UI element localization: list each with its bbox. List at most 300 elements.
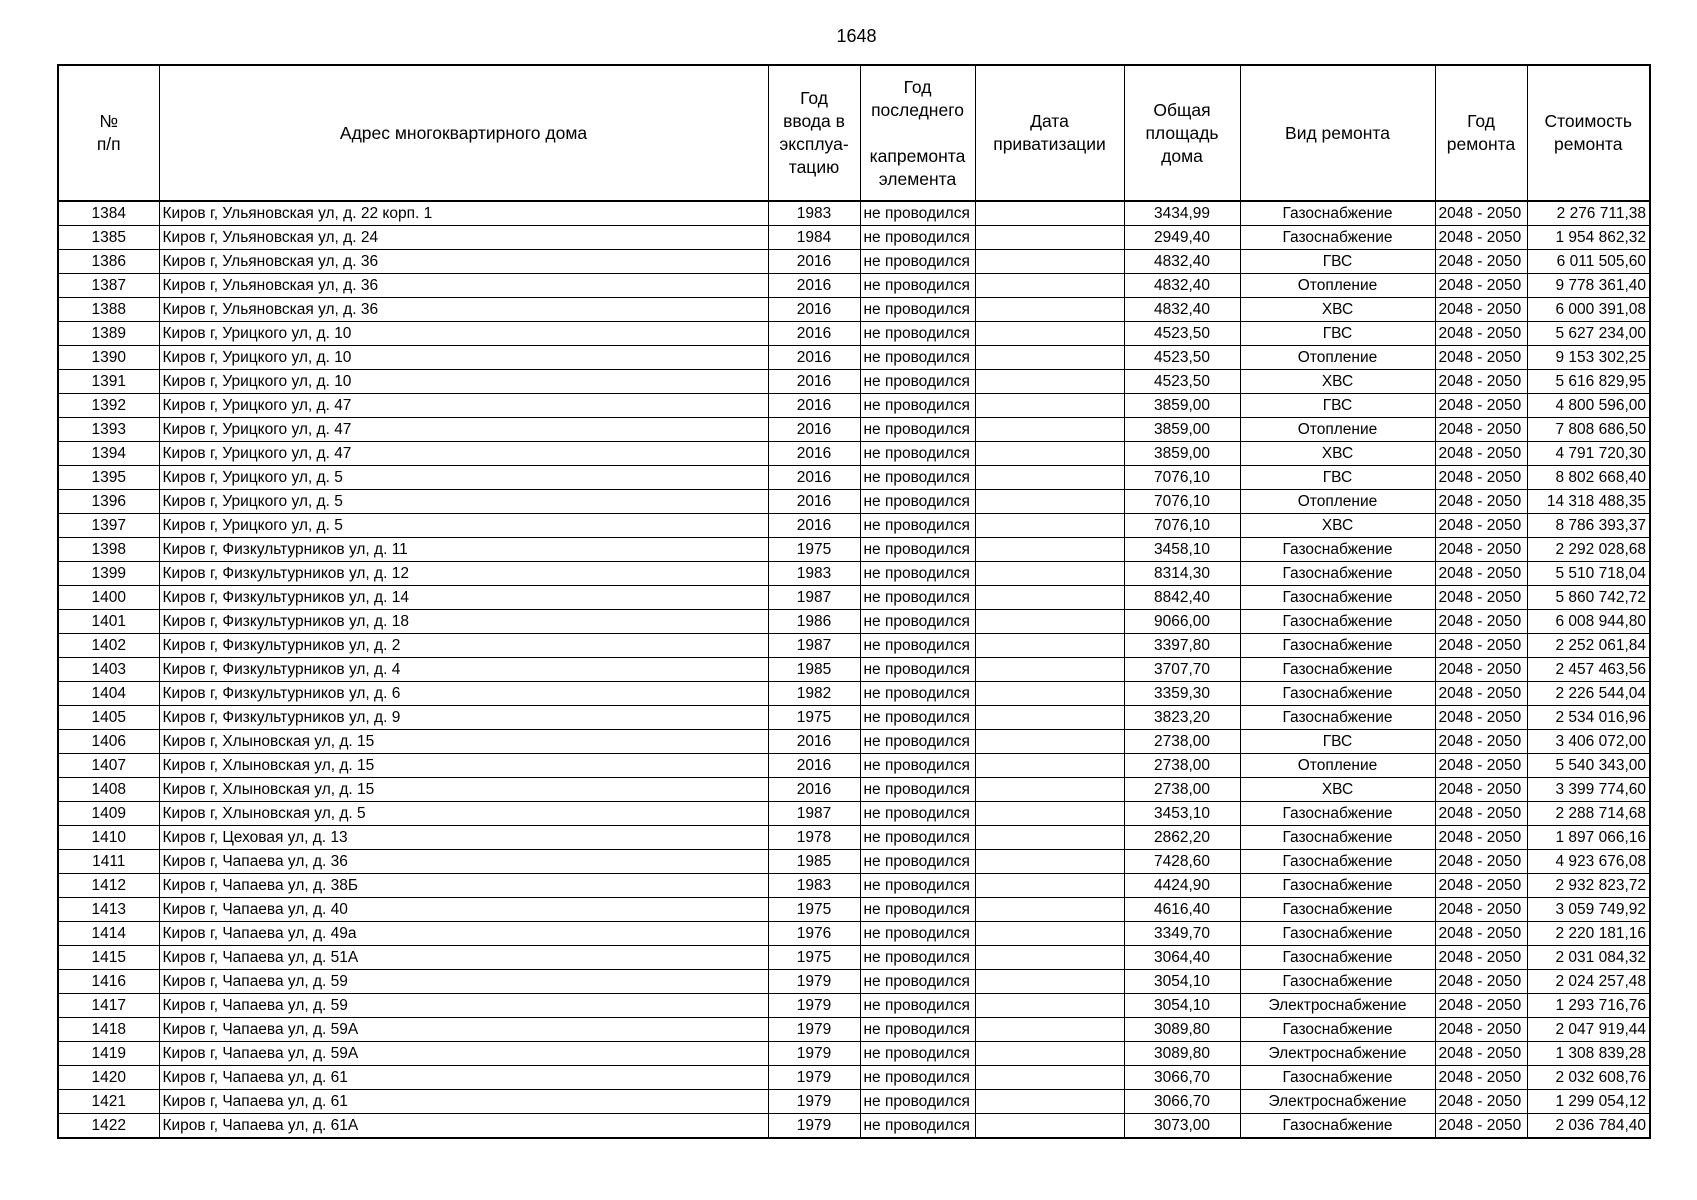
cell-total-area: 7076,10 [1124, 466, 1240, 490]
cell-repair-year: 2048 - 2050 [1435, 490, 1527, 514]
cell-repair-cost: 6 008 944,80 [1527, 610, 1650, 634]
cell-repair-year: 2048 - 2050 [1435, 562, 1527, 586]
cell-commission-year: 1985 [768, 658, 860, 682]
cell-repair-cost: 4 800 596,00 [1527, 394, 1650, 418]
table-row [58, 898, 1650, 922]
cell-address: Киров г, Чапаева ул, д. 59 [159, 994, 768, 1018]
cell-row-number: 1399 [58, 562, 159, 586]
cell-privatization-date [975, 250, 1124, 274]
cell-commission-year: 1983 [768, 874, 860, 898]
cell-repair-cost: 9 153 302,25 [1527, 346, 1650, 370]
cell-repair-year: 2048 - 2050 [1435, 850, 1527, 874]
cell-address: Киров г, Урицкого ул, д. 5 [159, 466, 768, 490]
table-row [58, 201, 1650, 226]
cell-last-repair: не проводился [860, 322, 975, 346]
cell-row-number: 1393 [58, 418, 159, 442]
cell-address: Киров г, Хлыновская ул, д. 15 [159, 730, 768, 754]
cell-last-repair: не проводился [860, 490, 975, 514]
cell-total-area: 3707,70 [1124, 658, 1240, 682]
cell-privatization-date [975, 1018, 1124, 1042]
cell-row-number: 1397 [58, 514, 159, 538]
cell-address: Киров г, Урицкого ул, д. 47 [159, 442, 768, 466]
cell-repair-year: 2048 - 2050 [1435, 346, 1527, 370]
cell-repair-year: 2048 - 2050 [1435, 946, 1527, 970]
cell-repair-type: Электроснабжение [1240, 994, 1435, 1018]
cell-privatization-date [975, 898, 1124, 922]
cell-row-number: 1384 [58, 201, 159, 226]
cell-commission-year: 1979 [768, 1042, 860, 1066]
cell-repair-cost: 5 510 718,04 [1527, 562, 1650, 586]
header-row [58, 65, 1650, 201]
cell-address: Киров г, Физкультурников ул, д. 9 [159, 706, 768, 730]
cell-repair-cost: 6 000 391,08 [1527, 298, 1650, 322]
cell-total-area: 4616,40 [1124, 898, 1240, 922]
cell-repair-type: Отопление [1240, 754, 1435, 778]
table-row [58, 970, 1650, 994]
cell-repair-year: 2048 - 2050 [1435, 514, 1527, 538]
cell-address: Киров г, Чапаева ул, д. 59А [159, 1042, 768, 1066]
cell-repair-cost: 14 318 488,35 [1527, 490, 1650, 514]
cell-row-number: 1387 [58, 274, 159, 298]
cell-repair-type: Отопление [1240, 274, 1435, 298]
cell-address: Киров г, Хлыновская ул, д. 15 [159, 754, 768, 778]
cell-repair-cost: 5 540 343,00 [1527, 754, 1650, 778]
cell-repair-type: Газоснабжение [1240, 610, 1435, 634]
cell-row-number: 1412 [58, 874, 159, 898]
cell-repair-type: Газоснабжение [1240, 946, 1435, 970]
cell-last-repair: не проводился [860, 274, 975, 298]
cell-privatization-date [975, 226, 1124, 250]
cell-repair-year: 2048 - 2050 [1435, 466, 1527, 490]
table-row [58, 682, 1650, 706]
cell-privatization-date [975, 922, 1124, 946]
cell-privatization-date [975, 298, 1124, 322]
table-row [58, 250, 1650, 274]
cell-row-number: 1420 [58, 1066, 159, 1090]
cell-repair-year: 2048 - 2050 [1435, 394, 1527, 418]
cell-repair-year: 2048 - 2050 [1435, 874, 1527, 898]
cell-row-number: 1405 [58, 706, 159, 730]
table-row [58, 418, 1650, 442]
header-last-repair-year: Год последнего капремонта элемента [860, 65, 975, 201]
cell-repair-cost: 7 808 686,50 [1527, 418, 1650, 442]
cell-repair-cost: 3 059 749,92 [1527, 898, 1650, 922]
cell-repair-cost: 5 616 829,95 [1527, 370, 1650, 394]
cell-repair-year: 2048 - 2050 [1435, 298, 1527, 322]
cell-repair-type: Газоснабжение [1240, 1066, 1435, 1090]
cell-commission-year: 2016 [768, 490, 860, 514]
cell-repair-cost: 2 226 544,04 [1527, 682, 1650, 706]
cell-address: Киров г, Физкультурников ул, д. 18 [159, 610, 768, 634]
cell-privatization-date [975, 874, 1124, 898]
table-row [58, 610, 1650, 634]
cell-row-number: 1395 [58, 466, 159, 490]
cell-repair-type: Газоснабжение [1240, 874, 1435, 898]
cell-row-number: 1418 [58, 1018, 159, 1042]
cell-privatization-date [975, 610, 1124, 634]
cell-commission-year: 1976 [768, 922, 860, 946]
cell-last-repair: не проводился [860, 346, 975, 370]
cell-repair-cost: 6 011 505,60 [1527, 250, 1650, 274]
table-row [58, 442, 1650, 466]
cell-address: Киров г, Урицкого ул, д. 5 [159, 490, 768, 514]
cell-total-area: 3073,00 [1124, 1114, 1240, 1139]
cell-repair-year: 2048 - 2050 [1435, 922, 1527, 946]
cell-privatization-date [975, 274, 1124, 298]
table-row [58, 514, 1650, 538]
cell-total-area: 7076,10 [1124, 514, 1240, 538]
cell-repair-type: Отопление [1240, 346, 1435, 370]
cell-address: Киров г, Чапаева ул, д. 36 [159, 850, 768, 874]
cell-address: Киров г, Физкультурников ул, д. 14 [159, 586, 768, 610]
cell-last-repair: не проводился [860, 658, 975, 682]
page-number: 1648 [836, 26, 877, 46]
cell-last-repair: не проводился [860, 466, 975, 490]
cell-total-area: 9066,00 [1124, 610, 1240, 634]
cell-address: Киров г, Чапаева ул, д. 61А [159, 1114, 768, 1139]
cell-repair-type: Электроснабжение [1240, 1042, 1435, 1066]
cell-privatization-date [975, 514, 1124, 538]
cell-repair-type: Газоснабжение [1240, 201, 1435, 226]
cell-address: Киров г, Урицкого ул, д. 10 [159, 370, 768, 394]
cell-repair-year: 2048 - 2050 [1435, 226, 1527, 250]
cell-row-number: 1389 [58, 322, 159, 346]
cell-commission-year: 1983 [768, 201, 860, 226]
cell-privatization-date [975, 538, 1124, 562]
cell-total-area: 3054,10 [1124, 994, 1240, 1018]
cell-total-area: 3064,40 [1124, 946, 1240, 970]
cell-privatization-date [975, 201, 1124, 226]
cell-commission-year: 1979 [768, 970, 860, 994]
cell-total-area: 2949,40 [1124, 226, 1240, 250]
cell-privatization-date [975, 370, 1124, 394]
cell-total-area: 3349,70 [1124, 922, 1240, 946]
cell-repair-cost: 2 031 084,32 [1527, 946, 1650, 970]
cell-row-number: 1419 [58, 1042, 159, 1066]
cell-repair-type: Газоснабжение [1240, 826, 1435, 850]
cell-total-area: 3859,00 [1124, 418, 1240, 442]
table-row [58, 346, 1650, 370]
header-repair-cost: Стоимость ремонта [1527, 65, 1650, 201]
cell-commission-year: 2016 [768, 250, 860, 274]
cell-address: Киров г, Ульяновская ул, д. 22 корп. 1 [159, 201, 768, 226]
cell-address: Киров г, Чапаева ул, д. 59 [159, 970, 768, 994]
cell-privatization-date [975, 466, 1124, 490]
cell-repair-cost: 4 791 720,30 [1527, 442, 1650, 466]
cell-total-area: 7076,10 [1124, 490, 1240, 514]
cell-repair-cost: 2 534 016,96 [1527, 706, 1650, 730]
cell-repair-year: 2048 - 2050 [1435, 1114, 1527, 1139]
cell-address: Киров г, Хлыновская ул, д. 15 [159, 778, 768, 802]
cell-address: Киров г, Урицкого ул, д. 47 [159, 418, 768, 442]
cell-last-repair: не проводился [860, 1066, 975, 1090]
table-row [58, 298, 1650, 322]
cell-privatization-date [975, 562, 1124, 586]
cell-commission-year: 2016 [768, 514, 860, 538]
header-repair-type: Вид ремонта [1240, 65, 1435, 201]
cell-row-number: 1421 [58, 1090, 159, 1114]
cell-commission-year: 1975 [768, 538, 860, 562]
cell-address: Киров г, Чапаева ул, д. 59А [159, 1018, 768, 1042]
table-row [58, 706, 1650, 730]
cell-address: Киров г, Чапаева ул, д. 61 [159, 1090, 768, 1114]
header-total-area: Общая площадь дома [1124, 65, 1240, 201]
cell-repair-type: Газоснабжение [1240, 682, 1435, 706]
cell-row-number: 1416 [58, 970, 159, 994]
cell-row-number: 1402 [58, 634, 159, 658]
table-row [58, 826, 1650, 850]
cell-repair-year: 2048 - 2050 [1435, 898, 1527, 922]
cell-last-repair: не проводился [860, 706, 975, 730]
cell-privatization-date [975, 970, 1124, 994]
cell-privatization-date [975, 394, 1124, 418]
cell-repair-type: ГВС [1240, 250, 1435, 274]
cell-commission-year: 2016 [768, 370, 860, 394]
cell-row-number: 1396 [58, 490, 159, 514]
cell-row-number: 1404 [58, 682, 159, 706]
cell-last-repair: не проводился [860, 730, 975, 754]
cell-repair-year: 2048 - 2050 [1435, 538, 1527, 562]
cell-total-area: 3453,10 [1124, 802, 1240, 826]
table-row [58, 946, 1650, 970]
cell-repair-cost: 2 932 823,72 [1527, 874, 1650, 898]
cell-row-number: 1413 [58, 898, 159, 922]
cell-repair-year: 2048 - 2050 [1435, 970, 1527, 994]
cell-privatization-date [975, 658, 1124, 682]
cell-repair-cost: 8 786 393,37 [1527, 514, 1650, 538]
table-row [58, 274, 1650, 298]
cell-total-area: 2738,00 [1124, 778, 1240, 802]
cell-repair-cost: 2 276 711,38 [1527, 201, 1650, 226]
cell-total-area: 4523,50 [1124, 346, 1240, 370]
cell-address: Киров г, Урицкого ул, д. 10 [159, 346, 768, 370]
cell-commission-year: 2016 [768, 778, 860, 802]
cell-commission-year: 1986 [768, 610, 860, 634]
cell-total-area: 4523,50 [1124, 370, 1240, 394]
cell-commission-year: 1978 [768, 826, 860, 850]
cell-commission-year: 2016 [768, 274, 860, 298]
cell-last-repair: не проводился [860, 1114, 975, 1139]
cell-repair-cost: 1 897 066,16 [1527, 826, 1650, 850]
cell-row-number: 1403 [58, 658, 159, 682]
cell-address: Киров г, Чапаева ул, д. 38Б [159, 874, 768, 898]
cell-address: Киров г, Цеховая ул, д. 13 [159, 826, 768, 850]
table-row [58, 1066, 1650, 1090]
cell-commission-year: 1975 [768, 946, 860, 970]
cell-row-number: 1392 [58, 394, 159, 418]
cell-privatization-date [975, 1066, 1124, 1090]
cell-privatization-date [975, 1090, 1124, 1114]
cell-commission-year: 2016 [768, 442, 860, 466]
cell-last-repair: не проводился [860, 514, 975, 538]
cell-repair-type: Электроснабжение [1240, 1090, 1435, 1114]
cell-row-number: 1411 [58, 850, 159, 874]
cell-repair-type: Газоснабжение [1240, 922, 1435, 946]
cell-repair-cost: 2 032 608,76 [1527, 1066, 1650, 1090]
cell-repair-type: ГВС [1240, 730, 1435, 754]
cell-last-repair: не проводился [860, 442, 975, 466]
cell-commission-year: 1983 [768, 562, 860, 586]
cell-last-repair: не проводился [860, 850, 975, 874]
cell-repair-type: Газоснабжение [1240, 970, 1435, 994]
cell-repair-cost: 1 293 716,76 [1527, 994, 1650, 1018]
table-row [58, 634, 1650, 658]
table-row [58, 658, 1650, 682]
cell-repair-type: Газоснабжение [1240, 226, 1435, 250]
cell-address: Киров г, Урицкого ул, д. 5 [159, 514, 768, 538]
cell-repair-type: Газоснабжение [1240, 634, 1435, 658]
cell-row-number: 1414 [58, 922, 159, 946]
cell-repair-type: Газоснабжение [1240, 538, 1435, 562]
cell-repair-type: Газоснабжение [1240, 850, 1435, 874]
cell-commission-year: 2016 [768, 394, 860, 418]
cell-row-number: 1394 [58, 442, 159, 466]
table-row [58, 874, 1650, 898]
cell-repair-type: ХВС [1240, 298, 1435, 322]
table-row [58, 394, 1650, 418]
cell-repair-cost: 2 252 061,84 [1527, 634, 1650, 658]
cell-repair-cost: 2 036 784,40 [1527, 1114, 1650, 1139]
cell-commission-year: 1979 [768, 1114, 860, 1139]
cell-address: Киров г, Ульяновская ул, д. 36 [159, 298, 768, 322]
cell-repair-cost: 1 299 054,12 [1527, 1090, 1650, 1114]
cell-row-number: 1401 [58, 610, 159, 634]
cell-privatization-date [975, 442, 1124, 466]
cell-repair-year: 2048 - 2050 [1435, 706, 1527, 730]
cell-row-number: 1410 [58, 826, 159, 850]
cell-last-repair: не проводился [860, 874, 975, 898]
cell-repair-type: Газоснабжение [1240, 586, 1435, 610]
cell-repair-year: 2048 - 2050 [1435, 274, 1527, 298]
cell-last-repair: не проводился [860, 634, 975, 658]
cell-address: Киров г, Физкультурников ул, д. 6 [159, 682, 768, 706]
cell-commission-year: 2016 [768, 418, 860, 442]
cell-address: Киров г, Ульяновская ул, д. 36 [159, 274, 768, 298]
table-row [58, 1018, 1650, 1042]
table-row [58, 994, 1650, 1018]
cell-commission-year: 1979 [768, 1066, 860, 1090]
cell-repair-year: 2048 - 2050 [1435, 634, 1527, 658]
cell-last-repair: не проводился [860, 970, 975, 994]
cell-repair-cost: 5 860 742,72 [1527, 586, 1650, 610]
cell-commission-year: 2016 [768, 346, 860, 370]
cell-last-repair: не проводился [860, 226, 975, 250]
cell-repair-type: ХВС [1240, 370, 1435, 394]
cell-row-number: 1391 [58, 370, 159, 394]
cell-total-area: 3458,10 [1124, 538, 1240, 562]
cell-row-number: 1390 [58, 346, 159, 370]
cell-last-repair: не проводился [860, 538, 975, 562]
cell-repair-year: 2048 - 2050 [1435, 1018, 1527, 1042]
cell-address: Киров г, Физкультурников ул, д. 2 [159, 634, 768, 658]
cell-row-number: 1417 [58, 994, 159, 1018]
cell-repair-cost: 8 802 668,40 [1527, 466, 1650, 490]
table-row [58, 778, 1650, 802]
cell-privatization-date [975, 706, 1124, 730]
cell-privatization-date [975, 490, 1124, 514]
cell-total-area: 2862,20 [1124, 826, 1240, 850]
cell-repair-year: 2048 - 2050 [1435, 730, 1527, 754]
cell-total-area: 8314,30 [1124, 562, 1240, 586]
cell-repair-year: 2048 - 2050 [1435, 994, 1527, 1018]
table-row [58, 1114, 1650, 1139]
cell-address: Киров г, Ульяновская ул, д. 36 [159, 250, 768, 274]
cell-repair-type: ХВС [1240, 778, 1435, 802]
cell-repair-cost: 9 778 361,40 [1527, 274, 1650, 298]
cell-row-number: 1406 [58, 730, 159, 754]
cell-repair-type: Газоснабжение [1240, 658, 1435, 682]
cell-repair-cost: 4 923 676,08 [1527, 850, 1650, 874]
cell-last-repair: не проводился [860, 994, 975, 1018]
cell-repair-cost: 3 399 774,60 [1527, 778, 1650, 802]
cell-last-repair: не проводился [860, 610, 975, 634]
cell-privatization-date [975, 754, 1124, 778]
table-row [58, 370, 1650, 394]
cell-commission-year: 1975 [768, 706, 860, 730]
table-row [58, 562, 1650, 586]
cell-repair-year: 2048 - 2050 [1435, 610, 1527, 634]
cell-repair-year: 2048 - 2050 [1435, 1090, 1527, 1114]
table-row [58, 226, 1650, 250]
cell-repair-cost: 2 288 714,68 [1527, 802, 1650, 826]
cell-total-area: 3066,70 [1124, 1090, 1240, 1114]
cell-commission-year: 1979 [768, 1018, 860, 1042]
cell-total-area: 4832,40 [1124, 250, 1240, 274]
header-repair-year: Год ремонта [1435, 65, 1527, 201]
cell-repair-year: 2048 - 2050 [1435, 754, 1527, 778]
cell-commission-year: 2016 [768, 298, 860, 322]
cell-privatization-date [975, 634, 1124, 658]
cell-commission-year: 2016 [768, 754, 860, 778]
cell-repair-year: 2048 - 2050 [1435, 658, 1527, 682]
cell-repair-type: Отопление [1240, 418, 1435, 442]
cell-commission-year: 1987 [768, 802, 860, 826]
cell-commission-year: 1979 [768, 1090, 860, 1114]
cell-repair-type: Газоснабжение [1240, 562, 1435, 586]
cell-address: Киров г, Физкультурников ул, д. 12 [159, 562, 768, 586]
cell-repair-type: Газоснабжение [1240, 802, 1435, 826]
cell-repair-type: Газоснабжение [1240, 898, 1435, 922]
cell-address: Киров г, Урицкого ул, д. 47 [159, 394, 768, 418]
cell-repair-year: 2048 - 2050 [1435, 1042, 1527, 1066]
cell-last-repair: не проводился [860, 946, 975, 970]
cell-row-number: 1409 [58, 802, 159, 826]
table-row [58, 586, 1650, 610]
cell-repair-type: ГВС [1240, 394, 1435, 418]
cell-repair-type: ХВС [1240, 442, 1435, 466]
cell-commission-year: 2016 [768, 730, 860, 754]
cell-row-number: 1415 [58, 946, 159, 970]
cell-repair-type: ХВС [1240, 514, 1435, 538]
table-row [58, 802, 1650, 826]
table-row [58, 538, 1650, 562]
cell-address: Киров г, Хлыновская ул, д. 5 [159, 802, 768, 826]
cell-repair-year: 2048 - 2050 [1435, 418, 1527, 442]
cell-repair-year: 2048 - 2050 [1435, 442, 1527, 466]
cell-privatization-date [975, 730, 1124, 754]
cell-repair-type: ГВС [1240, 322, 1435, 346]
cell-row-number: 1385 [58, 226, 159, 250]
cell-total-area: 3434,99 [1124, 201, 1240, 226]
cell-total-area: 3089,80 [1124, 1018, 1240, 1042]
table-row [58, 922, 1650, 946]
cell-address: Киров г, Физкультурников ул, д. 11 [159, 538, 768, 562]
header-address: Адрес многоквартирного дома [159, 65, 768, 201]
cell-total-area: 3089,80 [1124, 1042, 1240, 1066]
cell-repair-cost: 2 047 919,44 [1527, 1018, 1650, 1042]
cell-last-repair: не проводился [860, 826, 975, 850]
cell-privatization-date [975, 322, 1124, 346]
